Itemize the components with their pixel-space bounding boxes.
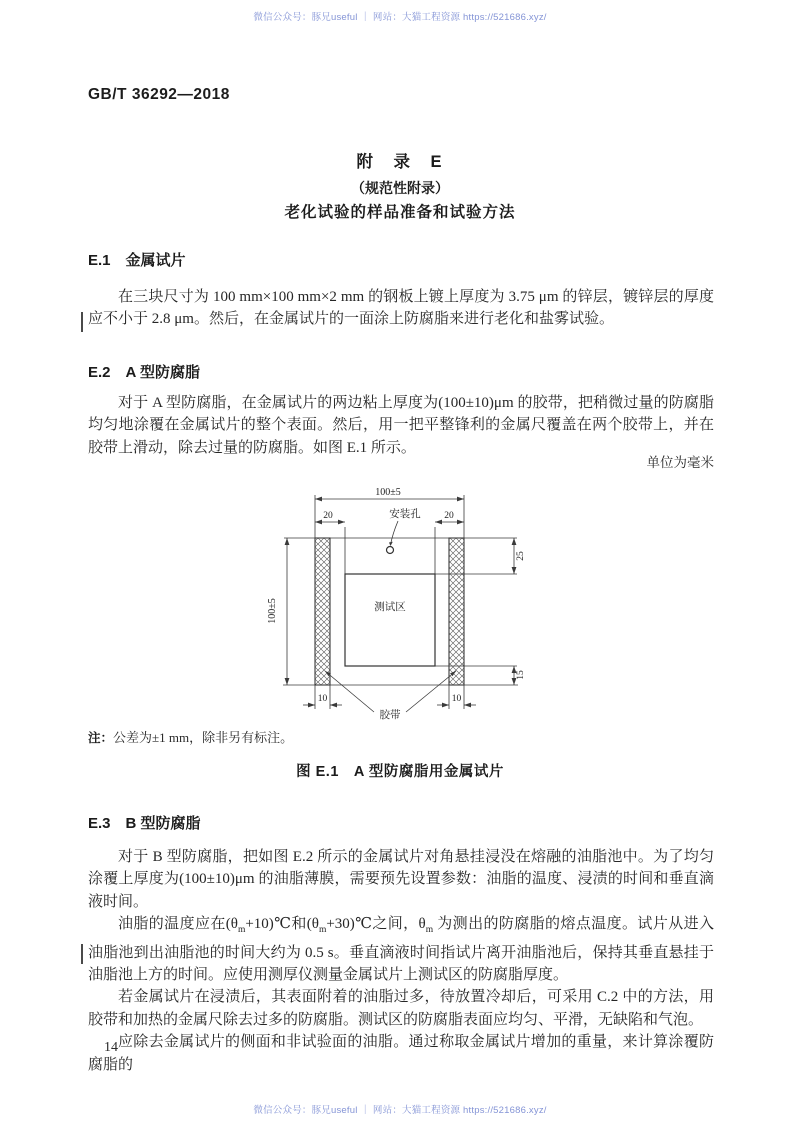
figure-e1-drawing (258, 484, 548, 730)
dim-top-to-test: 25 (516, 551, 526, 561)
change-bar (81, 944, 83, 964)
figure-note (88, 727, 293, 746)
dim-tape-width-right: 10 (451, 694, 462, 704)
watermark-top: 微信公众号：豚兄useful ｜ 网站：大猫工程资源 https://521686.xyz/ (253, 12, 547, 23)
appendix-subtitle: （规范性附录） (351, 180, 449, 196)
watermark-bottom: 微信公众号：豚兄useful ｜ 网站：大猫工程资源 https://521686.xyz/ (253, 1105, 547, 1116)
dim-test-to-bottom: 15 (516, 670, 526, 680)
dim-tape-offset-left: 20 (323, 511, 333, 521)
label-mounting-hole: 安装孔 (389, 509, 421, 520)
paragraph-e1: 在三块尺寸为 100 mm×100 mm×2 mm 的钢板上镀上厚度为 3.75 μm 的锌层，镀锌层的厚度应不小于 2.8 μm。然后，在金属试片的一面涂上防腐脂来进行老化和盐雾试验。 (88, 289, 714, 328)
heading-e2: E.2 A 型防腐脂 (88, 364, 200, 381)
paragraph-e3-1: 对于 B 型防腐脂，把如图 E.2 所示的金属试片对角悬挂浸没在熔融的油脂池中。为了均匀涂覆上厚度为(100±10)μm 的油脂薄膜，需要预先设置参数：油脂的温度、浸渍的时间和垂直滴液时间。 (88, 849, 714, 910)
paragraph-e3-4: 应除去金属试片的侧面和非试验面的油脂。通过称取金属试片增加的重量，来计算涂覆防腐脂的 (88, 1034, 714, 1073)
heading-e3: E.3 B 型防腐脂 (88, 815, 201, 832)
label-tape: 胶带 (379, 710, 401, 721)
figure-caption: 图 E.1 A 型防腐脂用金属试片 (296, 764, 504, 780)
section-e2-body (88, 392, 714, 459)
figure-note-label: 注： (88, 731, 114, 745)
figure-unit-label: 单位为毫米 (646, 455, 714, 470)
dim-overall-width: 100±5 (375, 487, 401, 498)
figure-note-text: 公差为±1 mm，除非另有标注。 (113, 730, 294, 745)
page-number: 14 (104, 1040, 118, 1055)
paragraph-e2: 对于 A 型防腐脂，在金属试片的两边粘上厚度为(100±10)μm 的胶带，把稍微过量的防腐脂均匀地涂覆在金属试片的整个表面。然后，用一把平整锋利的金属尺覆盖在两个胶带上，并在胶带上滑动，除去过量的防腐脂。如图 E.1 所示。 (88, 395, 714, 456)
change-bar (81, 312, 83, 332)
appendix-title: 附 录 E (356, 153, 444, 171)
theta-subscript: m (237, 925, 246, 936)
label-test-area: 测试区 (374, 602, 406, 613)
section-e3-body (88, 846, 714, 1076)
tape-strip-right (449, 538, 464, 685)
theta-subscript: m (425, 925, 434, 936)
paragraph-e3-3: 若金属试片在浸渍后，其表面附着的油脂过多，待放置冷却后，可采用 C.2 中的方法，用胶带和加热的金属尺除去过多的防腐脂。测试区的防腐脂表面应均匀、平滑，无缺陷和气泡。 (88, 989, 714, 1028)
paragraph-e3-2: 油脂的温度应在$(\theta_m+10)℃$和$(\theta_m+30)℃$之间，$\theta_m$ 为测出的防腐脂的熔点温度。试片从进入油脂池到出油脂池的时间大约为 0.5 s。垂直滴液时间指试片离开油脂池后，保持其垂直悬挂于油脂池上方的时间。应使用测厚仪测量金属试片上测试区的防腐脂厚度。 (88, 916, 715, 984)
dim-tape-width-left: 10 (317, 694, 328, 704)
heading-e1: E.1 金属试片 (88, 252, 186, 269)
mounting-hole (387, 547, 394, 554)
test-piece-diagram (258, 484, 548, 730)
dim-overall-height: 100±5 (267, 598, 278, 624)
appendix-name: 老化试验的样品准备和试验方法 (284, 204, 516, 221)
test-area-outline (345, 574, 435, 666)
tape-strip-left (315, 538, 330, 685)
standard-number: GB/T 36292—2018 (88, 86, 230, 103)
dim-tape-offset-right: 20 (444, 511, 454, 521)
section-e1-body (88, 286, 714, 331)
theta-subscript: m (318, 925, 327, 936)
